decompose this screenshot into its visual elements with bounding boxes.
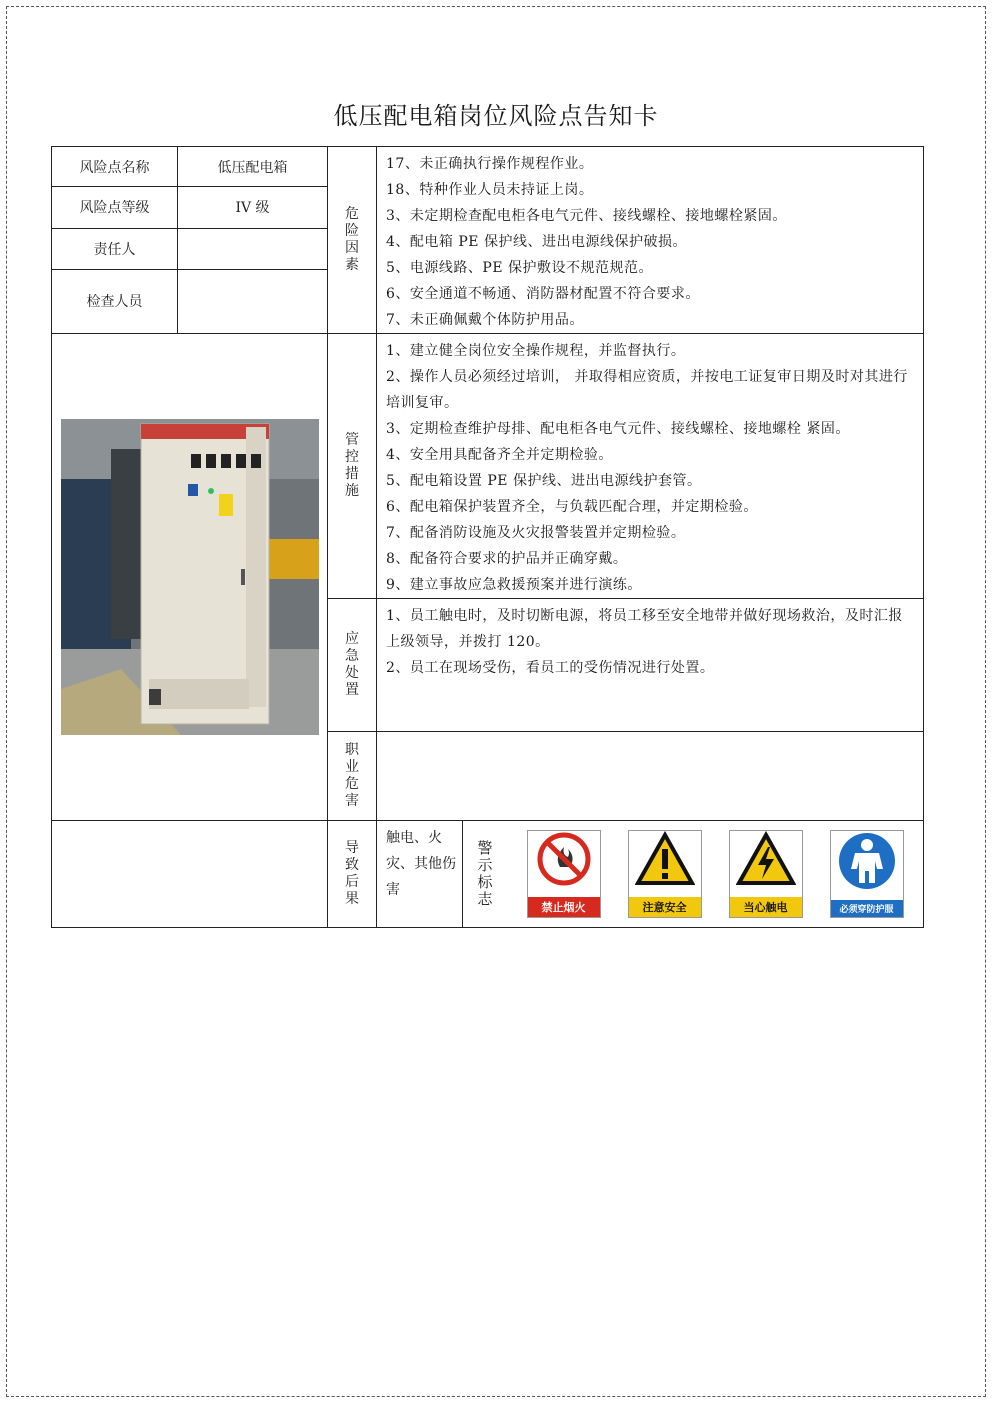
list-item: 6、安全通道不畅通、消防器材配置不符合要求。: [386, 286, 700, 302]
sign-caution: 注意安全: [628, 830, 702, 918]
consequence-value: 触电、火灾、其他伤害: [377, 821, 463, 928]
warning-signs-cell: [463, 821, 924, 928]
risk-name-label: 风险点名称: [52, 147, 178, 187]
risk-level-value: IV 级: [178, 187, 328, 228]
list-item: 1、建立健全岗位安全操作规程，并监督执行。: [386, 343, 686, 359]
list-item: 4、配电箱 PE 保护线、进出电源线保护破损。: [386, 234, 687, 250]
list-item: 9、建立事故应急救援预案并进行演练。: [386, 577, 642, 593]
list-item: 5、配电箱设置 PE 保护线、进出电源线护套管。: [386, 473, 702, 489]
consequence-label: 导 致 后 果: [328, 821, 377, 928]
equipment-photo-cell: [52, 334, 328, 821]
list-item: 7、配备消防设施及火灾报警装置并定期检验。: [386, 525, 686, 541]
hazard-factors-list: [377, 147, 924, 334]
list-item: 2、员工在现场受伤，看员工的受伤情况进行处置。: [386, 660, 715, 676]
occupational-hazard-value: [377, 732, 924, 821]
sign-no-fire: 禁止烟火: [527, 830, 601, 918]
responsible-label: 责任人: [52, 228, 178, 269]
list-item: 3、定期检查维护母排、配电柜各电气元件、接线螺栓、接地螺栓 紧固。: [386, 421, 850, 437]
list-item: 1、员工触电时，及时切断电源，将员工移至安全地带并做好现场救治，及时汇报上级领导，并拨打 120。: [386, 608, 903, 650]
list-item: 3、未定期检查配电柜各电气元件、接线螺栓、接地螺栓紧固。: [386, 208, 787, 224]
risk-card-table: [51, 146, 924, 928]
warning-label: 警 示 标 志: [477, 839, 493, 908]
page-title: 低压配电箱岗位风险点告知卡: [333, 102, 659, 130]
list-item: 4、安全用具配备齐全并定期检验。: [386, 447, 613, 463]
sign-electric-shock: 当心触电: [729, 830, 803, 918]
occupational-hazard-label: 职 业 危 害: [328, 732, 377, 821]
blank-cell: [52, 821, 328, 928]
inspector-label: 检查人员: [52, 269, 178, 333]
hazard-factors-label: 危 险 因 素: [328, 147, 377, 334]
control-measures-list: [377, 334, 924, 599]
caution-icon: [635, 831, 695, 887]
no-fire-icon: [536, 831, 592, 887]
list-item: 17、未正确执行操作规程作业。: [386, 156, 594, 172]
list-item: 18、特种作业人员未持证上岗。: [386, 182, 594, 198]
inspector-value: [178, 269, 328, 333]
protective-clothing-icon: [837, 831, 897, 891]
distribution-box-photo: [61, 419, 319, 735]
responsible-value: [178, 228, 328, 269]
sign-protective-clothing: 必须穿防护服: [830, 830, 904, 918]
list-item: 6、配电箱保护装置齐全，与负载匹配合理，并定期检验。: [386, 499, 758, 515]
list-item: 8、配备符合要求的护品并正确穿戴。: [386, 551, 628, 567]
emergency-label: 应 急 处 置: [328, 599, 377, 732]
list-item: 5、电源线路、PE 保护敷设不规范规范。: [386, 260, 653, 276]
electric-shock-icon: [736, 831, 796, 887]
list-item: 7、未正确佩戴个体防护用品。: [386, 312, 584, 328]
risk-level-label: 风险点等级: [52, 187, 178, 228]
control-measures-label: 管 控 措 施: [328, 334, 377, 599]
emergency-list: [377, 599, 924, 732]
risk-name-value: 低压配电箱: [178, 147, 328, 187]
list-item: 2、操作人员必须经过培训， 并取得相应资质，并按电工证复审日期及时对其进行培训复审。: [386, 369, 908, 411]
